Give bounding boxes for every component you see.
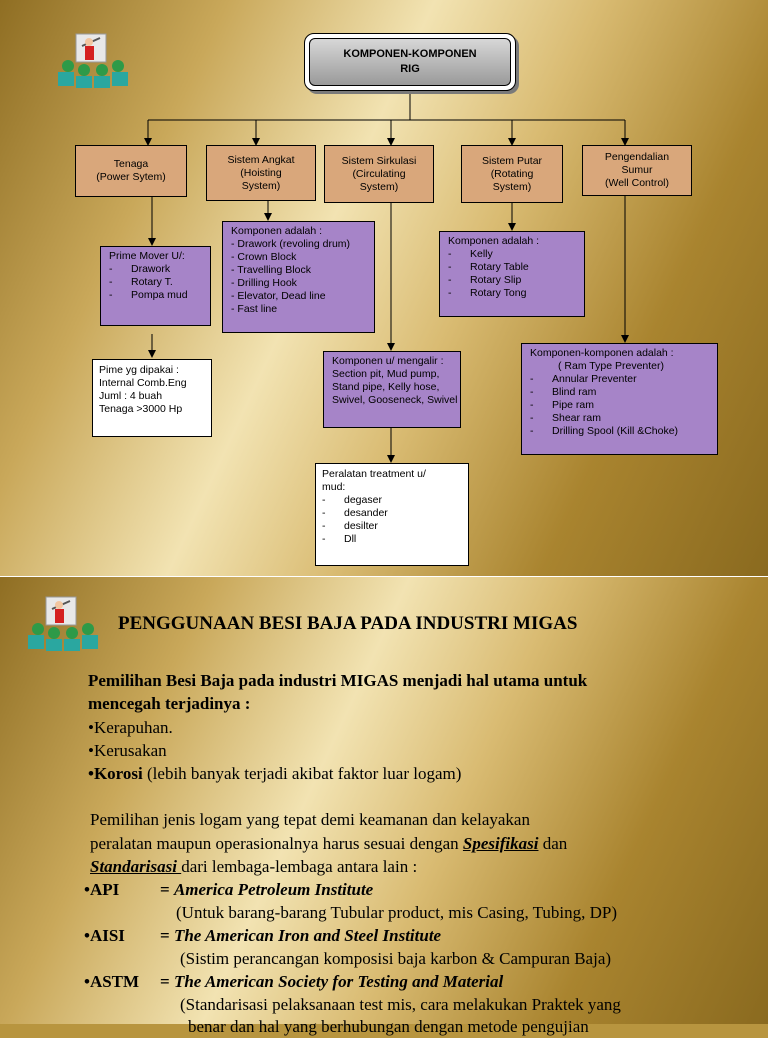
mud-treatment-box [315,463,469,566]
intro-line: Pemilihan Besi Baja pada industri MIGAS menjadi hal utama untuk [88,671,588,690]
category-label: Tenaga [113,158,149,170]
standard-name: = The American Society for Testing and Material [160,972,504,991]
standard-name: = America Petroleum Institute [160,880,374,899]
list-item: - Rotary T. [109,276,173,288]
text-line: mud: [322,481,346,493]
text-line: - Elevator, Dead line [231,290,326,302]
category-label: (Rotating [490,167,534,180]
list-item: - Dll [322,533,357,545]
text-line: Komponen-komponen adalah : [530,347,674,359]
paragraph-line: Pemilihan jenis logam yang tepat demi keamanan dan kelayakan [90,810,530,829]
well-control-components-box [521,343,718,455]
list-item: - desander [322,507,388,519]
diagram-title-box [304,33,516,91]
circulating-components-box [323,351,461,428]
category-label: (Hoisting [240,166,282,179]
standard-desc: (Untuk barang-barang Tubular product, mis Casing, Tubing, DP) [176,903,618,922]
text-line: Section pit, Mud pump, [332,368,440,380]
standard-desc: (Sistim perancangan komposisi baja karbon & Campuran Baja) [180,949,612,968]
text-line: - Crown Block [231,251,297,263]
text-line: - Travelling Block [231,264,311,276]
list-item: - Blind ram [530,386,597,398]
text-line: Stand pipe, Kelly hose, [332,381,440,393]
category-label: (Well Control) [605,177,669,189]
text-line: Komponen adalah : [231,225,323,237]
category-power-system [75,145,187,197]
category-label: Pengendalian [604,151,670,163]
slide-steel-usage [0,577,768,1036]
text-line: Juml : 4 buah [99,390,163,402]
list-item: - Drawork [109,263,171,275]
list-item: - degaser [322,494,382,506]
category-label: Sistem Angkat [227,153,295,166]
hoisting-components-box [222,221,375,333]
category-rotating-system [461,145,563,203]
text-line: - Drawork (revoling drum) [231,238,351,250]
list-item: - Pompa mud [109,289,188,301]
text-line: Internal Comb.Eng [99,377,187,389]
list-item: - Rotary Slip [448,274,522,286]
standard-code: •ASTM [84,972,140,991]
list-item: - Drilling Spool (Kill &Choke) [530,425,679,437]
category-label: (Circulating [352,167,406,180]
list-item: - Kelly [448,248,493,260]
text-line: Peralatan treatment u/ [322,468,426,480]
standard-code: •API [84,880,120,899]
list-item: - desilter [322,520,378,532]
list-item: - Rotary Tong [448,287,527,299]
paragraph-line: Standarisasi dari lembaga-lembaga antara lain : [90,857,418,876]
text-line: Swivel, Gooseneck, Swivel [332,394,458,406]
text-line: - Fast line [231,303,278,315]
bullet-item: •Kerusakan [88,741,167,760]
presenter-icon [26,595,100,653]
standard-name: = The American Iron and Steel Institute [160,926,442,945]
standard-desc: (Standarisasi pelaksanaan test mis, cara melakukan Praktek yang [180,995,621,1014]
prime-mover-box [100,246,211,326]
text-line: Tenaga >3000 Hp [99,403,183,415]
list-item: - Pipe ram [530,399,595,411]
prime-mover-heading: Prime Mover U/: [109,250,185,262]
text-line: Komponen adalah : [448,235,540,247]
slide-title: PENGGUNAAN BESI BAJA PADA INDUSTRI MIGAS [118,613,578,634]
text-line: Komponen u/ mengalir : [332,355,444,367]
category-label: (Power Sytem) [96,171,166,183]
category-label: System) [359,180,399,193]
list-item: - Shear ram [530,412,602,424]
category-hoisting-system [206,145,316,201]
category-label: Sistem Sirkulasi [341,154,417,167]
category-circulating-system [324,145,434,203]
rotating-components-box [439,231,585,317]
intro-line: mencegah terjadinya : [88,694,251,713]
category-label: System) [241,179,281,192]
text-line: - Drilling Hook [231,277,297,289]
diagram-title-line: KOMPONEN-KOMPONEN [343,48,477,60]
diagram-title-line: RIG [400,63,420,75]
cut-off-line: benar dan hal yang berhubungan dengan metode pengujian [188,1017,589,1036]
list-item: - Annular Preventer [530,373,637,385]
text-line: ( Ram Type Preventer) [558,360,665,372]
bullet-item: •Kerapuhan. [88,718,173,737]
category-label: System) [492,180,532,193]
category-well-control [582,145,692,196]
paragraph-line: peralatan maupun operasionalnya harus sesuai dengan Spesifikasi dan [90,834,568,853]
standard-code: •AISI [84,926,125,945]
text-line: Pime yg dipakai : [99,364,179,376]
list-item: - Rotary Table [448,261,529,273]
category-label: Sistem Putar [481,154,543,167]
category-label: Sumur [621,164,653,176]
prime-used-box [92,359,212,437]
bullet-item-korosi: •Korosi (lebih banyak terjadi akibat faktor luar logam) [88,764,462,783]
